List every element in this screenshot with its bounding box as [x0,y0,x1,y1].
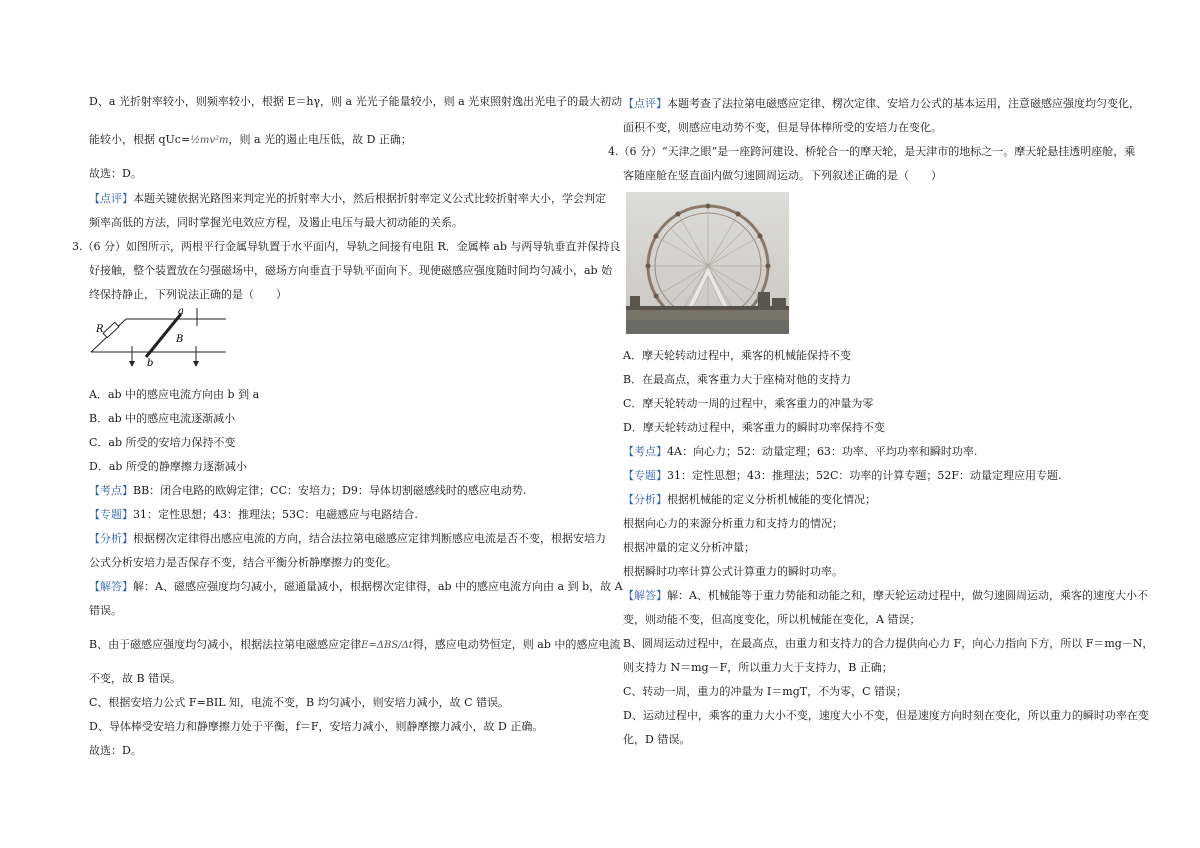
label-a: a [178,306,184,317]
q4-topic: 【专题】31：定性思想；43：推理法；52C：功率的计算专题；52F：动量定理应用专题. [623,469,1062,482]
q4-solution-c: C、转动一周，重力的冲量为 I＝mgT，不为零，C 错误； [623,685,907,698]
review-q2-line2: 频率高低的方法，同时掌握光电效应方程，及遏止电压与最大初动能的关系。 [89,216,463,229]
q4-solution-b-line1: B、圆周运动过程中，在最高点，由重力和支持力的合力提供向心力 F，向心力指向下方，所以 F＝mg－N， [623,637,1154,650]
label-R: R [96,324,104,335]
field-arrow-3 [193,361,199,367]
q3-solution-c: C、根据安培力公式 F=BIL 知，电流不变，B 均匀减小，则安培力减小，故 C 错误。 [89,696,509,709]
question-4-line1: 4.（6 分）“天津之眼”是一座跨河建设、桥轮合一的摩天轮，是天津市的地标之一。摩天轮悬挂透明座舱，乘 [608,145,1136,158]
label-B: B [176,334,184,345]
q4-analysis-line3: 根据冲量的定义分析冲量； [623,541,755,554]
option-d-explanation-line1: D、a 光折射率较小，则频率较小，根据 E＝hγ，则 a 光光子能量较小，则 a 光束照射逸出光电子的最大初动 [89,95,623,108]
q3-option-d: D．ab 所受的静摩擦力逐渐减小 [89,460,247,473]
q4-solution-b-line2: 则支持力 N＝mg－F，所以重力大于支持力，B 正确； [623,661,893,674]
review-q3-line2: 面积不变，则感应电动势不变，但是导体棒所受的安培力在变化。 [623,121,942,134]
q4-option-d: D．摩天轮转动过程中，乘客重力的瞬时功率保持不变 [623,421,885,434]
q3-solution-b-line1: B、由于磁感应强度均匀减小，根据法拉第电磁感应定律E=ΔBS/Δt得，感应电动势恒定，则 ab 中的感应电流 [89,638,621,651]
q3-solution-b-line2: 不变，故 B 错误。 [89,672,182,685]
review-tag: 【点评】 [89,192,133,205]
q3-option-a: A．ab 中的感应电流方向由 b 到 a [89,388,260,401]
review-q2-line1: 【点评】本题关键依据光路图来判定光的折射率大小，然后根据折射率定义公式比较折射率大小，学会判定 [89,192,606,205]
question-3-line2: 好接触，整个装置放在匀强磁场中，磁场方向垂直于导轨平面向下。现使磁感应强度随时间均匀减小，ab 始 [89,264,613,277]
q4-analysis-line2: 根据向心力的来源分析重力和支持力的情况； [623,517,843,530]
q4-option-b: B．在最高点，乘客重力大于座椅对他的支持力 [623,373,852,386]
q4-analysis-line1: 【分析】根据机械能的定义分析机械能的变化情况； [623,493,876,506]
emf-formula: E=ΔBS/Δt [361,640,413,651]
tianjin-eye-photo [626,192,789,334]
answer-q3: 故选：D。 [89,744,142,757]
q3-solution-d: D、导体棒受安培力和静摩擦力处于平衡，f＝F，安培力减小，则静摩擦力减小，故 D 正确。 [89,720,544,733]
q4-option-a: A．摩天轮转动过程中，乘客的机械能保持不变 [623,349,851,362]
review-q3-line1: 【点评】本题考查了法拉第电磁感应定律、楞次定律、安培力公式的基本运用，注意磁感应强度均匀变化， [623,97,1140,110]
q3-option-b: B．ab 中的感应电流逐渐减小 [89,412,236,425]
rail-circuit-diagram [86,304,231,372]
q3-solution-line2: 错误。 [89,604,122,617]
option-d-explanation-line2: 能较小，根据 qUc=½mv²m，则 a 光的遏止电压低，故 D 正确； [89,133,412,146]
q4-solution-d-line2: 化，D 错误。 [623,733,691,746]
answer-q2: 故选：D。 [89,167,142,180]
q3-option-c: C．ab 所受的安培力保持不变 [89,436,236,449]
q4-solution-d-line1: D、运动过程中，乘客的重力大小不变，速度大小不变，但是速度方向时刻在变化，所以重力的瞬时功率在变 [623,709,1149,722]
q4-analysis-line4: 根据瞬时功率计算公式计算重力的瞬时功率。 [623,565,843,578]
q4-option-c: C．摩天轮转动一周的过程中，乘客重力的冲量为零 [623,397,874,410]
q3-topic: 【专题】31：定性思想；43：推理法；53C：电磁感应与电路结合. [89,508,418,521]
question-3-line1: 3.（6 分）如图所示，两根平行金属导轨置于水平面内，导轨之间接有电阻 R．金属棒 ab 与两导轨垂直并保持良 [72,240,621,253]
q4-knowledge-point: 【考点】4A：向心力；52：动量定理；63：功率、平均功率和瞬时功率. [623,445,978,458]
q3-solution-line1: 【解答】解：A、磁感应强度均匀减小，磁通量减小，根据楞次定律得，ab 中的感应电流方向由 a 到 b，故 A [89,580,623,593]
question-3-line3: 终保持静止，下列说法正确的是（ ） [89,288,287,301]
field-arrow-2 [129,361,135,367]
resistor-symbol [103,322,119,337]
question-4-line2: 客随座舱在竖直面内做匀速圆周运动。下列叙述正确的是（ ） [623,169,942,182]
kinetic-energy-formula: ½mv²m [190,135,229,146]
q3-analysis-line1: 【分析】根据楞次定律得出感应电流的方向，结合法拉第电磁感应定律判断感应电流是否不变，根据安培力 [89,532,606,545]
q4-solution-line2: 变，则动能不变，但高度变化，所以机械能在变化，A 错误； [623,613,921,626]
q4-solution-line1: 【解答】解：A、机械能等于重力势能和动能之和，摩天轮运动过程中，做匀速圆周运动，乘客的速度大小不 [623,589,1148,602]
label-b: b [147,358,154,369]
q3-analysis-line2: 公式分析安培力是否保存不变，结合平衡分析静摩擦力的变化。 [89,556,397,569]
q3-knowledge-point: 【考点】BB：闭合电路的欧姆定律；CC：安培力；D9：导体切割磁感线时的感应电动势. [89,484,527,497]
